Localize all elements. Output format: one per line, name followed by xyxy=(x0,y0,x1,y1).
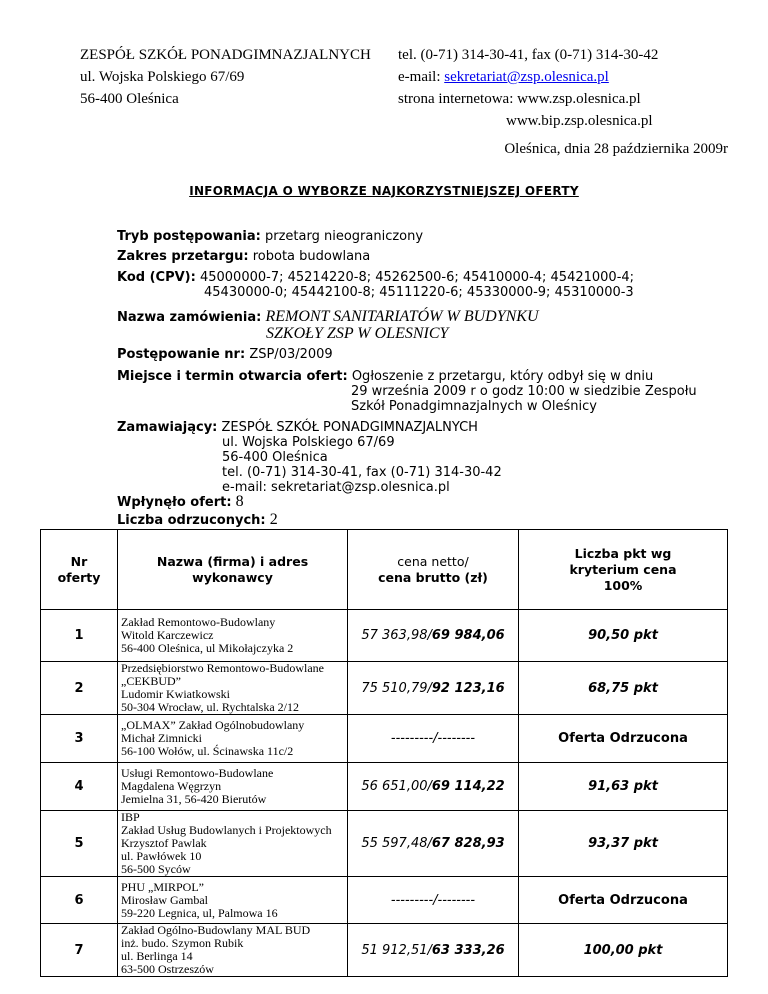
contact-header xyxy=(398,44,658,132)
email-link[interactable]: sekretariat@zsp.olesnica.pl xyxy=(444,69,609,85)
contact-email: e-mail: sekretariat@zsp.olesnica.pl xyxy=(398,69,609,85)
contractor-line: Usługi Remontowo-Budowlane xyxy=(121,766,274,780)
field-tryb: Tryb postępowania: przetarg nieograniczony xyxy=(117,229,424,244)
contractor-line: Magdalena Węgrzyn xyxy=(121,779,222,793)
contact-www: strona internetowa: www.zsp.olesnica.pl xyxy=(398,91,641,107)
offer-points: 91,63 pkt xyxy=(519,763,728,811)
price-brutto: 69 114,22 xyxy=(431,779,505,794)
document-title: INFORMACJA O WYBORZE NAJKORZYSTNIEJSZEJ OFERTY xyxy=(189,184,579,198)
offer-price xyxy=(348,715,519,763)
offer-points: Oferta Odrzucona xyxy=(519,715,728,763)
offer-number: 6 xyxy=(41,877,118,924)
field-miejsce-line2: 29 września 2009 r o godz 10:00 w siedzibie Zespołu xyxy=(351,384,697,399)
table-row xyxy=(41,877,728,924)
contact-bip: www.bip.zsp.olesnica.pl xyxy=(506,113,653,129)
offer-number: 5 xyxy=(41,811,118,877)
price-netto: 57 363,98/ xyxy=(361,628,432,643)
price-brutto: 92 123,16 xyxy=(431,680,505,696)
offer-points: Oferta Odrzucona xyxy=(519,877,728,924)
field-odrzucone: Liczba odrzuconych: 2 xyxy=(117,511,278,528)
organization-header xyxy=(80,44,371,110)
field-nazwa: Nazwa zamówienia: REMONT SANITARIATÓW W BUDYNKU xyxy=(117,308,539,325)
contractor-line: Mirosław Gambal xyxy=(121,892,208,907)
contractor-line: Przedsiębiorstwo Remontowo-Budowlane xyxy=(121,661,324,675)
field-cpv-line2: 45430000-0; 45442100-8; 45111220-6; 45330000-9; 45310000-3 xyxy=(204,285,634,300)
contractor-line: 56-100 Wołów, ul. Ścinawska 11c/2 xyxy=(121,744,294,758)
field-nazwa-line2: SZKOŁY ZSP W OLESNICY xyxy=(266,325,449,342)
offer-number: 7 xyxy=(41,924,118,977)
offer-number: 4 xyxy=(41,763,118,811)
offer-number: 2 xyxy=(41,662,118,715)
offer-price xyxy=(348,811,519,877)
contractor-line: Krzysztof Pawlak xyxy=(121,836,207,850)
contractor-line: ul. Pawłówek 10 xyxy=(121,849,202,863)
offers-table xyxy=(40,529,728,977)
document-date: Oleśnica, dnia 28 października 2009r xyxy=(504,141,728,157)
header-price: cena netto/ cena brutto (zł) xyxy=(348,530,519,610)
contractor-line: „OLMAX” Zakład Ogólnobudowlany xyxy=(121,718,305,732)
price-netto: ---------/-------- xyxy=(390,892,476,908)
contractor-line: 63-500 Ostrzeszów xyxy=(121,962,214,976)
zam-email: e-mail: sekretariat@zsp.olesnica.pl xyxy=(222,480,450,495)
offer-points: 100,00 pkt xyxy=(519,924,728,977)
contractor-name-address xyxy=(118,715,348,763)
contractor-line: 56-500 Syców xyxy=(121,862,191,876)
offer-price xyxy=(348,662,519,715)
table-row xyxy=(41,763,728,811)
offer-points: 90,50 pkt xyxy=(519,610,728,662)
contractor-line: Jemielna 31, 56-420 Bierutów xyxy=(121,792,267,806)
zam-tel: tel. (0-71) 314-30-41, fax (0-71) 314-30-42 xyxy=(222,465,502,480)
contractor-line: ul. Berlinga 14 xyxy=(121,949,193,963)
contractor-name-address xyxy=(118,877,348,924)
header-name: Nazwa (firma) i adres wykonawcy xyxy=(118,530,348,610)
offer-points: 93,37 pkt xyxy=(519,811,728,877)
zam-city: 56-400 Oleśnica xyxy=(222,450,328,465)
contractor-line: Witold Karczewicz xyxy=(121,628,214,642)
price-netto: 75 510,79/ xyxy=(361,680,432,696)
table-row xyxy=(41,610,728,662)
contractor-name-address xyxy=(118,763,348,811)
offer-price xyxy=(348,763,519,811)
contractor-name-address xyxy=(118,662,348,715)
contractor-line: Ludomir Kwiatkowski xyxy=(121,687,230,701)
contractor-line: 50-304 Wrocław, ul. Rychtalska 2/12 xyxy=(121,700,300,714)
contractor-line: PHU „MIRPOL” xyxy=(121,879,204,894)
table-row xyxy=(41,715,728,763)
contractor-line: Zakład Ogólno-Budowlany MAL BUD xyxy=(121,923,311,937)
contractor-line: 56-400 Oleśnica, ul Mikołajczyka 2 xyxy=(121,641,294,655)
price-netto: 51 912,51/ xyxy=(361,942,432,958)
offer-number: 3 xyxy=(41,715,118,763)
header-points: Liczba pkt wg kryterium cena 100% xyxy=(519,530,728,610)
field-wplynelo: Wpłynęło ofert: 8 xyxy=(117,493,244,510)
price-brutto: 63 333,26 xyxy=(431,942,505,958)
field-zakres: Zakres przetargu: robota budowlana xyxy=(117,249,371,264)
contractor-name-address xyxy=(118,811,348,877)
offer-points: 68,75 pkt xyxy=(519,662,728,715)
table-row xyxy=(41,924,728,977)
offer-price xyxy=(348,877,519,924)
contractor-line: inż. budo. Szymon Rubik xyxy=(121,936,244,950)
offer-price xyxy=(348,924,519,977)
field-cpv: Kod (CPV): 45000000-7; 45214220-8; 45262500-6; 45410000-4; 45421000-4; xyxy=(117,270,635,285)
field-miejsce-line3: Szkół Ponadgimnazjalnych w Oleśnicy xyxy=(351,399,597,414)
price-netto: 55 597,48/ xyxy=(361,836,432,851)
table-row xyxy=(41,662,728,715)
field-zamawiajacy: Zamawiający: ZESPÓŁ SZKÓŁ PONADGIMNAZJALNYCH xyxy=(117,420,478,435)
table-row xyxy=(41,811,728,877)
field-miejsce: Miejsce i termin otwarcia ofert: Ogłoszenie z przetargu, który odbył się w dniu xyxy=(117,369,654,384)
contractor-line: IBP xyxy=(121,810,140,824)
contractor-name-address xyxy=(118,924,348,977)
org-city: 56-400 Oleśnica xyxy=(80,91,179,107)
contractor-name-address xyxy=(118,610,348,662)
org-street: ul. Wojska Polskiego 67/69 xyxy=(80,69,245,85)
org-name: ZESPÓŁ SZKÓŁ PONADGIMNAZJALNYCH xyxy=(80,47,371,63)
price-brutto: 67 828,93 xyxy=(431,836,505,851)
zam-street: ul. Wojska Polskiego 67/69 xyxy=(222,435,395,450)
price-netto: ---------/-------- xyxy=(390,731,476,746)
offer-price xyxy=(348,610,519,662)
offer-number: 1 xyxy=(41,610,118,662)
contractor-line: Zakład Usług Budowlanych i Projektowych xyxy=(121,823,332,837)
contractor-line: 59-220 Legnica, ul, Palmowa 16 xyxy=(121,905,278,920)
field-postepowanie-nr: Postępowanie nr: ZSP/03/2009 xyxy=(117,347,333,362)
contact-tel: tel. (0-71) 314-30-41, fax (0-71) 314-30-42 xyxy=(398,47,659,63)
contractor-line: „CEKBUD” xyxy=(121,674,181,688)
table-header-row xyxy=(41,530,728,610)
contractor-line: Michał Zimnicki xyxy=(121,731,202,745)
price-brutto: 69 984,06 xyxy=(431,628,505,643)
price-netto: 56 651,00/ xyxy=(361,779,432,794)
contractor-line: Zakład Remontowo-Budowlany xyxy=(121,615,276,629)
header-nr: Nr oferty xyxy=(41,530,118,610)
